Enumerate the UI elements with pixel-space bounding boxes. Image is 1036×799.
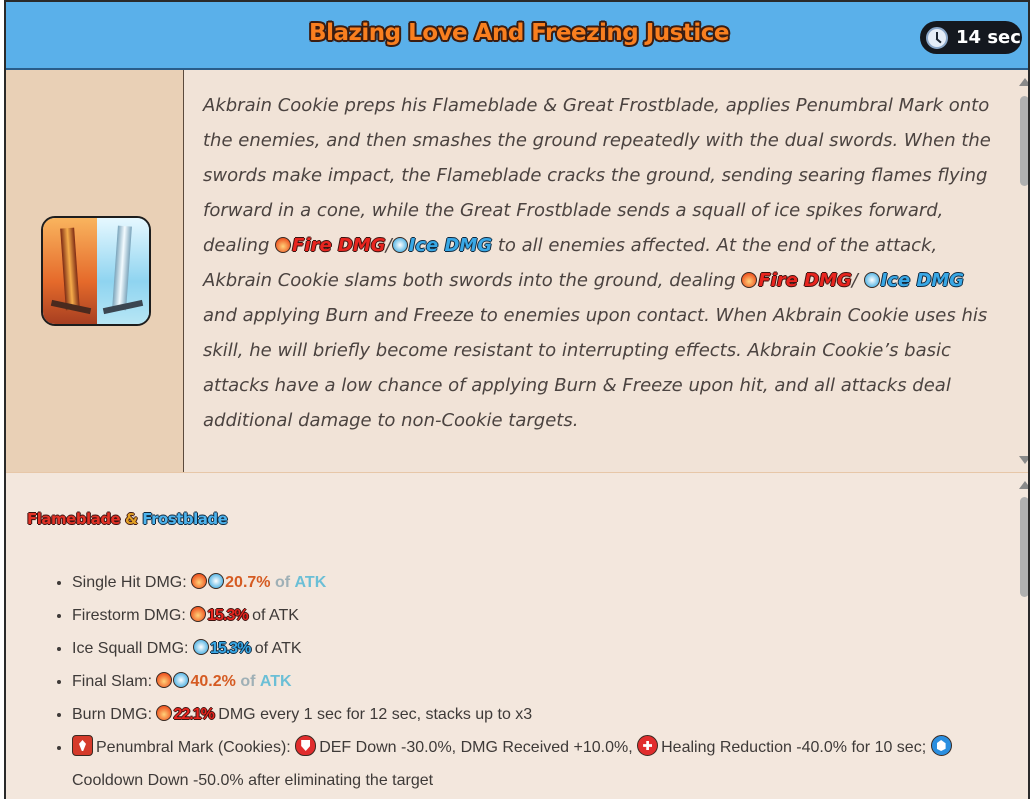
list-item [72, 632, 1022, 665]
stat-value: 20.7% [225, 574, 271, 591]
cooldown-down-icon [931, 735, 952, 756]
fire-icon [741, 272, 757, 288]
skill-header [6, 2, 1030, 70]
ice-icon [193, 639, 209, 655]
stat-label: Penumbral Mark (Cookies): [96, 739, 291, 756]
stat-label: Burn DMG: [72, 706, 153, 723]
list-item [72, 698, 1022, 731]
stats-scrollbar[interactable] [1016, 473, 1030, 799]
stat-of: of [274, 574, 291, 591]
ice-icon [173, 672, 189, 688]
description-text-2: to all enemies affected. At the end of the attack, Akbrain Cookie slams both swords into the ground, dealing [203, 235, 938, 291]
ice-icon [864, 272, 880, 288]
stat-label: Final Slam: [72, 673, 153, 690]
fire-icon [190, 606, 206, 622]
cooldown-badge [920, 21, 1022, 54]
ice-dmg-tag: Ice DMG [408, 235, 493, 256]
clock-icon [926, 27, 948, 49]
stat-label: Single Hit DMG: [72, 574, 187, 591]
fire-icon [275, 237, 291, 253]
flameblade-frostblade-icon [41, 216, 151, 326]
description-text-3: and applying Burn and Freeze to enemies upon contact. When Akbrain Cookie uses his skill, he will briefly become resistant to interrupting effects. Akbrain Cookie’s basic attacks have a low chance of applying Burn & Freeze upon hit, and all attacks deal additional damage to non-Cookie targets. [203, 305, 988, 431]
skill-description [203, 88, 998, 438]
list-item [72, 566, 1022, 599]
section-title [27, 510, 227, 528]
healing-reduction-icon [637, 735, 658, 756]
fire-icon [156, 672, 172, 688]
scroll-thumb[interactable] [1020, 96, 1029, 186]
ice-icon [208, 573, 224, 589]
section-title-frostblade: Frostblade [142, 510, 228, 528]
stat-atk: ATK [294, 574, 327, 591]
list-item [72, 665, 1022, 698]
fire-icon [191, 573, 207, 589]
list-item [72, 731, 1022, 797]
section-title-flameblade: Flameblade [27, 510, 121, 528]
stat-value: 15.3% [207, 607, 248, 624]
stat-atk: ATK [259, 673, 292, 690]
stat-value: 40.2% [190, 673, 236, 690]
stat-value: 22.1% [173, 706, 214, 723]
ice-dmg-tag: Ice DMG [880, 270, 965, 291]
stat-suffix: DMG every 1 sec for 12 sec, stacks up to x3 [218, 706, 533, 723]
skill-stats-panel [6, 473, 1030, 799]
skill-description-row [6, 70, 1030, 473]
stat-cooldown-down: Cooldown Down -50.0% after eliminating the target [72, 772, 434, 789]
ice-icon [392, 237, 408, 253]
fire-icon [156, 705, 172, 721]
penumbral-mark-icon [72, 735, 93, 756]
list-item [72, 599, 1022, 632]
scroll-thumb[interactable] [1020, 497, 1029, 597]
scroll-up-arrow-icon[interactable] [1019, 78, 1030, 86]
section-title-amp: & [124, 510, 138, 528]
stat-of: of [240, 673, 256, 690]
skill-icon-cell [6, 70, 184, 472]
scroll-down-arrow-icon[interactable] [1019, 456, 1030, 464]
stats-list [46, 566, 1022, 797]
stat-suffix: of ATK [252, 607, 299, 624]
fire-dmg-tag: Fire DMG [292, 235, 386, 256]
cooldown-value: 14 sec [956, 27, 1021, 48]
stat-value: 15.3% [209, 640, 251, 657]
description-text-1: Akbrain Cookie preps his Flameblade & Great Frostblade, applies Penumbral Mark onto the enemies, and then smashes the ground repeatedly with the dual swords. When the swords make impact, the Flameblade cracks the ground, sending searing flames flying forward in a cone, while the Great Frostblade sends a squall of ice spikes forward, dealing [203, 95, 991, 256]
stat-suffix: of ATK [254, 640, 302, 657]
stat-label: Firestorm DMG: [72, 607, 186, 624]
stat-healing-reduction: Healing Reduction -40.0% for 10 sec; [661, 739, 927, 756]
stat-label: Ice Squall DMG: [72, 640, 189, 657]
description-scrollbar[interactable] [1016, 70, 1030, 472]
def-down-icon [295, 735, 316, 756]
skill-title: Blazing Love And Freezing Justice [309, 20, 729, 46]
stat-def-down: DEF Down -30.0%, DMG Received +10.0%, [319, 739, 633, 756]
slash-separator: / [385, 235, 392, 256]
fire-dmg-tag: Fire DMG [758, 270, 852, 291]
slash-separator: / [851, 270, 858, 291]
skill-window [4, 0, 1030, 799]
scroll-up-arrow-icon[interactable] [1019, 481, 1030, 489]
